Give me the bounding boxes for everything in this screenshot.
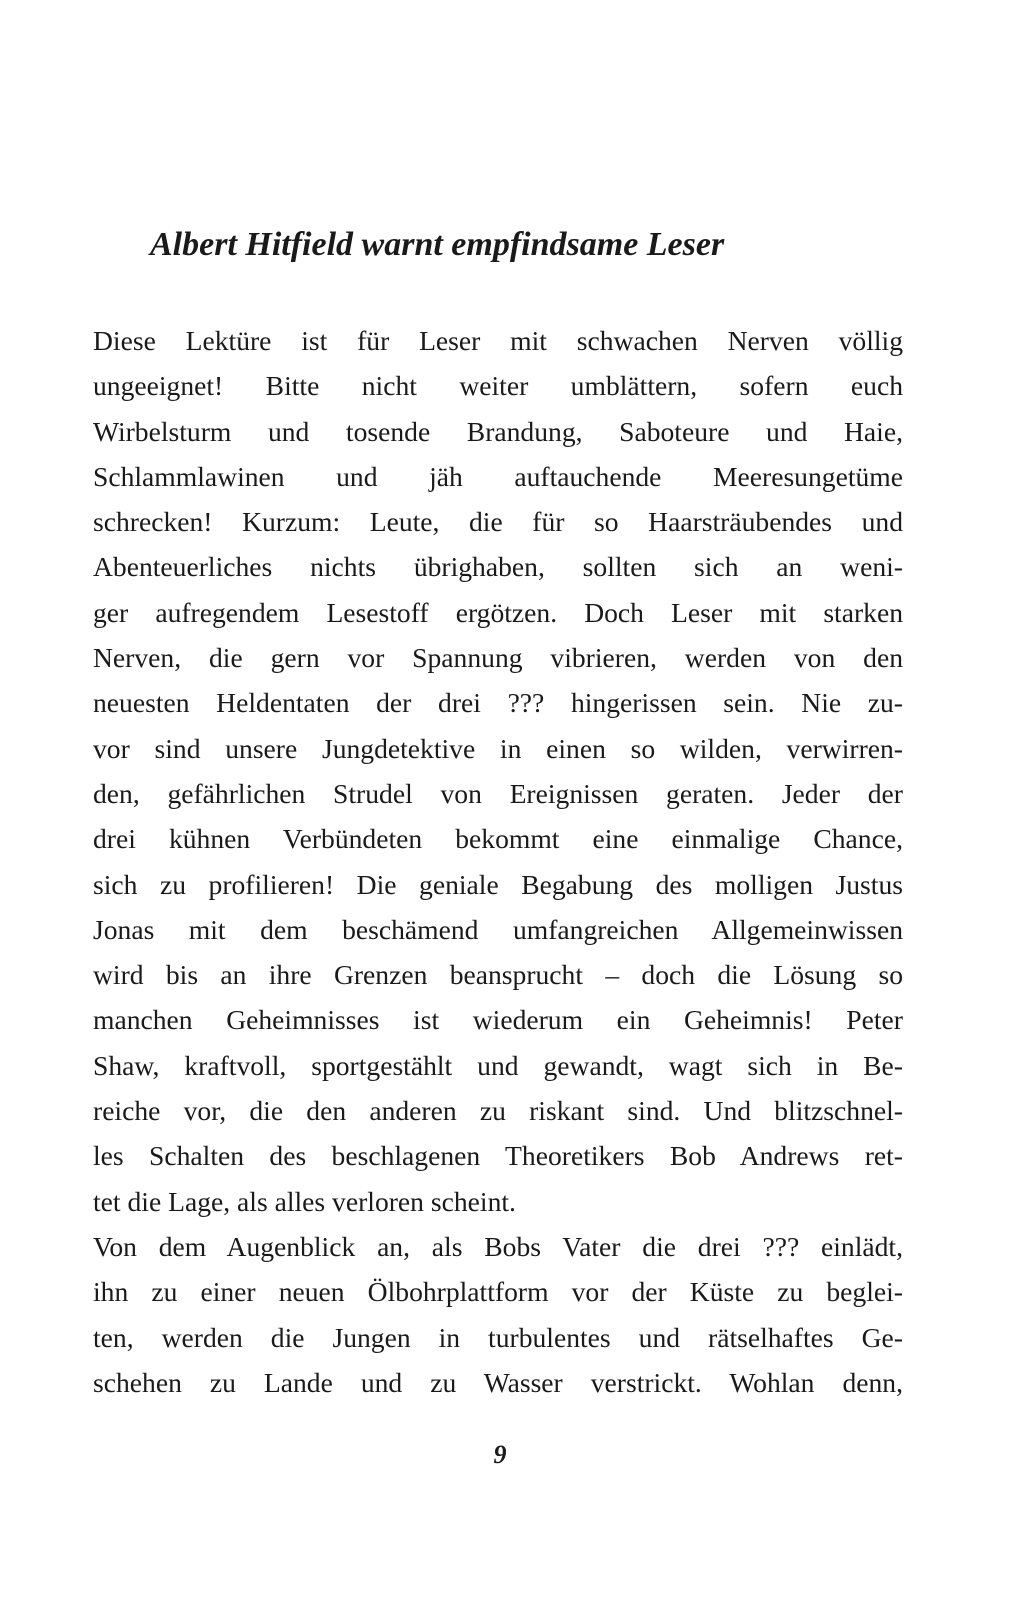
page-number: 9 bbox=[493, 1440, 507, 1469]
paragraph-end-line: tet die Lage, als alles verloren scheint. bbox=[93, 1185, 516, 1217]
text-line: ihn zu einer neuen Ölbohrplattform vor der Küste zu beglei- bbox=[93, 1276, 903, 1308]
text-line: drei kühnen Verbündeten bekommt eine einmalige Chance, bbox=[93, 823, 903, 855]
text-line: neuesten Heldentaten der drei ??? hingerissen sein. Nie zu- bbox=[93, 687, 903, 719]
text-line: manchen Geheimnisses ist wiederum ein Geheimnis! Peter bbox=[93, 1004, 903, 1036]
text-line: Schlammlawinen und jäh auftauchende Meeresungetüme bbox=[93, 460, 903, 492]
text-line: ungeeignet! Bitte nicht weiter umblättern, sofern euch bbox=[93, 370, 903, 402]
text-line: Shaw, kraftvoll, sportgestählt und gewandt, wagt sich in Be- bbox=[93, 1049, 903, 1081]
text-line: ger aufregendem Lesestoff ergötzen. Doch Leser mit starken bbox=[93, 596, 903, 628]
text-line: sich zu profilieren! Die geniale Begabung des molligen Justus bbox=[93, 868, 903, 900]
text-line: vor sind unsere Jungdetektive in einen so wilden, verwirren- bbox=[93, 732, 903, 764]
body-text bbox=[93, 318, 903, 1405]
text-line: schehen zu Lande und zu Wasser verstrickt. Wohlan denn, bbox=[93, 1366, 903, 1398]
text-line: Wirbelsturm und tosende Brandung, Saboteure und Haie, bbox=[93, 415, 903, 447]
text-line: schrecken! Kurzum: Leute, die für so Haarsträubendes und bbox=[93, 506, 903, 538]
text-line: den, gefährlichen Strudel von Ereignissen geraten. Jeder der bbox=[93, 777, 903, 809]
chapter-title: Albert Hitfield warnt empfindsame Leser bbox=[150, 226, 725, 263]
text-line: wird bis an ihre Grenzen beansprucht – doch die Lösung so bbox=[93, 959, 903, 991]
text-line: Abenteuerliches nichts übrighaben, sollten sich an weni- bbox=[93, 551, 903, 583]
text-line: Diese Lektüre ist für Leser mit schwachen Nerven völlig bbox=[93, 325, 903, 356]
text-line: Von dem Augenblick an, als Bobs Vater die drei ??? einlädt, bbox=[93, 1230, 903, 1262]
text-line: reiche vor, die den anderen zu riskant sind. Und blitzschnel- bbox=[93, 1095, 903, 1127]
text-line: les Schalten des beschlagenen Theoretikers Bob Andrews ret- bbox=[93, 1140, 903, 1172]
text-line: Nerven, die gern vor Spannung vibrieren, werden von den bbox=[93, 642, 903, 674]
text-line: ten, werden die Jungen in turbulentes und rätselhaftes Ge- bbox=[93, 1321, 903, 1353]
text-line: Jonas mit dem beschämend umfangreichen Allgemeinwissen bbox=[93, 913, 903, 945]
